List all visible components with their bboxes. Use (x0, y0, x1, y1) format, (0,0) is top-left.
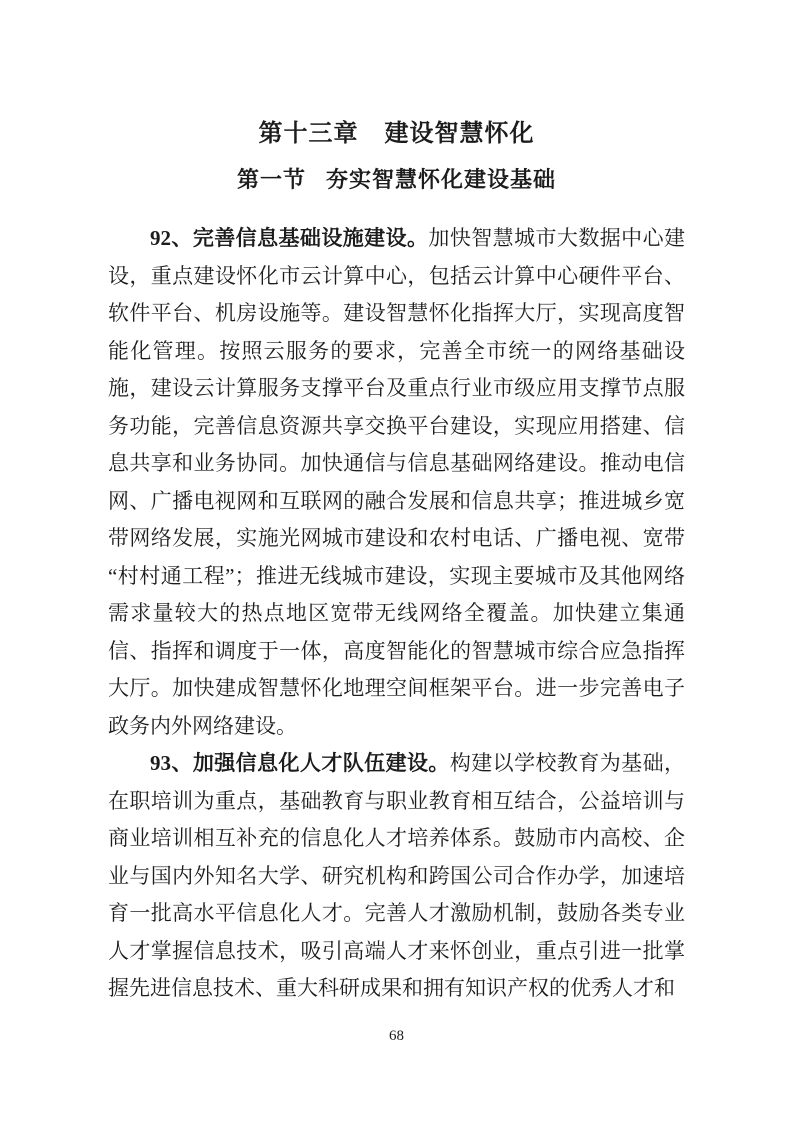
paragraph-92-lead: 92、完善信息基础设施建设。 (150, 226, 429, 250)
document-body (108, 220, 685, 1008)
paragraph-92 (108, 220, 685, 745)
section-title: 夯实智慧怀化建设基础 (326, 167, 557, 192)
paragraph-93-text: 构建以学校教育为基础，在职培训为重点，基础教育与职业教育相互结合，公益培训与商业培训相互补充的信息化人才培养体系。鼓励市内高校、企业与国内外知名大学、研究机构和跨国公司合作办学，加速培育一批高水平信息化人才。完善人才激励机制，鼓励各类专业人才掌握信息技术，吸引高端人才来怀创业，重点引进一批掌握先进信息技术、重大科研成果和拥有知识产权的优秀人才和 (108, 751, 686, 1000)
chapter-title: 建设智慧怀化 (384, 120, 535, 147)
page-footer (0, 1026, 793, 1046)
paragraph-93-lead: 93、加强信息化人才队伍建设。 (150, 751, 450, 775)
section-number: 第一节 (236, 167, 306, 192)
page-number: 68 (389, 1028, 404, 1044)
chapter-number: 第十三章 (258, 120, 359, 147)
paragraph-92-text: 加快智慧城市大数据中心建设，重点建设怀化市云计算中心，包括云计算中心硬件平台、软件平台、机房设施等。建设智慧怀化指挥大厅，实现高度智能化管理。按照云服务的要求，完善全市统一的网络基础设施，建设云计算服务支撑平台及重点行业市级应用支撑节点服务功能，完善信息资源共享交换平台建设，实现应用搭建、信息共享和业务协同。加快通信与信息基础网络建设。推动电信网、广播电视网和互联网的融合发展和信息共享；推进城乡宽带网络发展，实施光网城市建设和农村电话、广播电视、宽带“村村通工程”；推进无线城市建设，实现主要城市及其他网络需求量较大的热点地区宽带无线网络全覆盖。加快建立集通信、指挥和调度于一体，高度智能化的智慧城市综合应急指挥大厅。加快建成智慧怀化地理空间框架平台。进一步完善电子政务内外网络建设。 (108, 226, 686, 738)
chapter-heading (108, 118, 685, 150)
section-heading (108, 164, 685, 196)
paragraph-93 (108, 745, 685, 1008)
